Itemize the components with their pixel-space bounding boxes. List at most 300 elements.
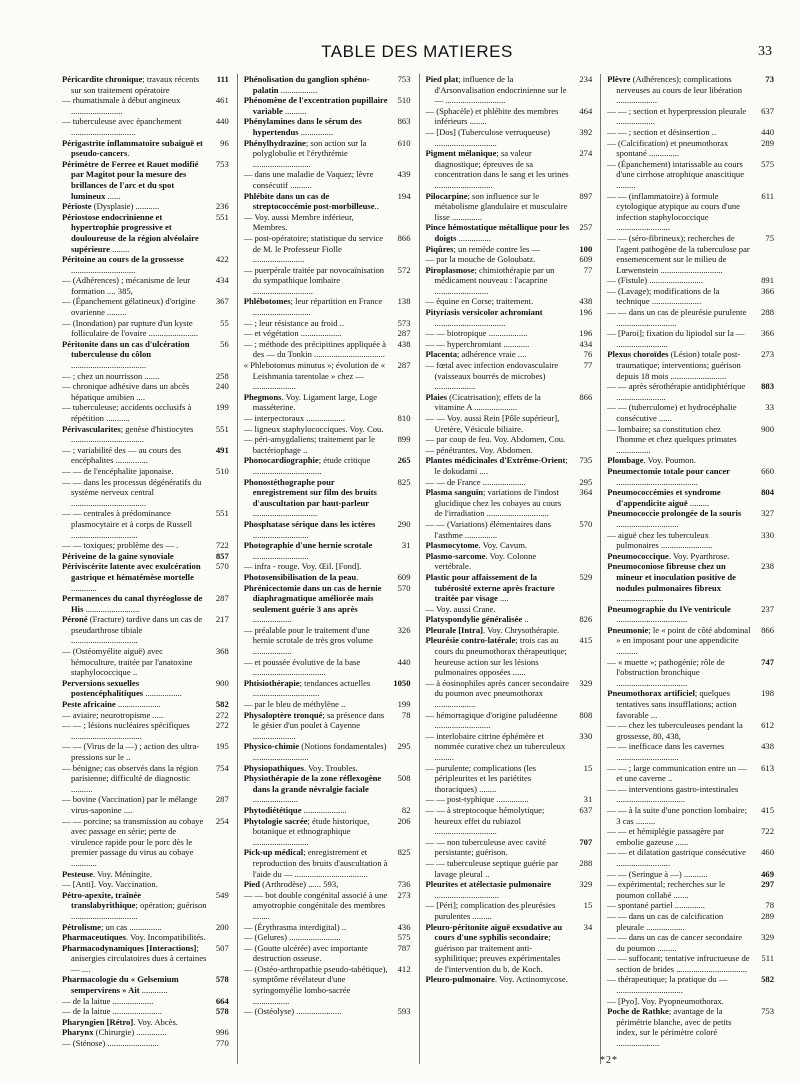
index-entry-page: 582: [761, 974, 774, 985]
index-entry-text: Pied (Arthrodèse) ...... 593,: [243, 879, 339, 890]
index-entry-page: 287: [397, 360, 411, 371]
index-entry-text: — thérapeutique; la pratique du — ...............................: [607, 974, 728, 996]
index-entry-text: Plasmocytome. Voy. Cavum.: [425, 540, 528, 551]
index-entry: [62, 318, 229, 339]
index-entry: [607, 932, 774, 953]
index-entry-text: — de la laitue .......................: [62, 1006, 163, 1017]
index-entry-text: Pilocarpine; son influence sur le métabolisme glandulaire et musculaire lisse ..............: [425, 190, 568, 222]
index-entry-page: 236: [215, 201, 229, 212]
index-entry-page: 422: [215, 254, 229, 265]
index-entry: [426, 794, 593, 805]
index-entry: [607, 974, 774, 995]
index-entry: [426, 477, 593, 488]
index-entry: [244, 964, 411, 1006]
index-entry: [244, 710, 411, 742]
index-entry-page: 825: [397, 476, 411, 487]
index-entry: [244, 678, 411, 699]
index-entry: [607, 455, 774, 466]
index-entry: [62, 402, 229, 423]
index-entry-page: 392: [579, 126, 593, 137]
index-entry: [426, 974, 593, 985]
index-entry: [62, 540, 229, 551]
index-entry-text: « Phlebotomus minutus »; évolution de « Leishmania tarentolae » chez — ....................: [243, 360, 386, 392]
index-entry-text: — [Pyo]. Voy. Pyopneumothorax.: [607, 995, 724, 1006]
index-entry-text: — et poussée évolutive de la base ..................................: [243, 656, 361, 678]
index-entry-page: 787: [397, 942, 411, 953]
index-entry-text: — aviaire; neurotropisme .....: [62, 709, 164, 720]
index-entry-text: — lombaire; sa constitution chez l'homme et chez quelques primates ................: [607, 423, 737, 455]
index-entry-page: 464: [579, 105, 593, 116]
index-entry-text: Phénolisation du ganglion sphéno-palatin .................: [243, 74, 370, 95]
index-entry-text: — (Ostéomyélite aiguë) avec hémoculture, traitée par l'anatoxine staphylococcique ..: [62, 646, 193, 678]
index-entry: [244, 519, 411, 540]
index-entry-page: 368: [215, 646, 229, 657]
index-entry-page: 551: [215, 423, 229, 434]
index-entry: [426, 127, 593, 148]
index-entry: [62, 74, 229, 95]
index-entry-page: 440: [215, 116, 229, 127]
index-entry: [62, 296, 229, 317]
index-entry-page: 195: [215, 741, 229, 752]
index-entry: [62, 466, 229, 477]
index-entry-page: 551: [215, 508, 229, 519]
index-entry-text: — et végétation ...................: [243, 328, 342, 339]
index-entry: [62, 445, 229, 466]
index-entry-page: 194: [397, 190, 411, 201]
index-entry-text: — aiguë chez les tuberculeux pulmonaires ........................: [607, 529, 713, 551]
index-entry: [426, 307, 593, 328]
index-entry-page: 609: [579, 254, 593, 265]
index-entry: [244, 773, 411, 805]
index-entry-text: Pneumonie; le « point de côté abdominal » en imposant pour une appendicite ..........: [607, 624, 751, 657]
index-entry-text: Pick-up médical; enregistrement et reproduction des bruits d'auscultation à l'aide du — ..................................: [243, 847, 388, 879]
index-entry-text: — ; chez un nourrisson .......: [62, 370, 160, 381]
index-entry-text: Plasmo-sarcome. Voy. Colonne vertébrale.: [425, 550, 537, 572]
index-entry: [607, 286, 774, 307]
index-entry: [426, 296, 593, 307]
index-entry: [62, 593, 229, 614]
index-entry-page: 297: [761, 879, 774, 890]
index-entry-page: 290: [397, 518, 411, 529]
index-entry-text: — bovine (Vaccination) par le mélange virus-saponine ....: [62, 794, 198, 815]
index-entry-text: Pharmacodynamiques [Interactions]; anisergies circulatoires dues à certaines — ....: [62, 942, 207, 974]
page-header: [62, 40, 772, 64]
index-entry: [426, 254, 593, 265]
index-entry-text: — spontané partiel ..............: [607, 900, 705, 911]
index-entry-text: — — (Seringue à —) ...........: [607, 868, 708, 879]
index-entry-text: Pied plat; influence de la d'Arsonvalisation endocrinienne sur le — ............................: [425, 74, 567, 106]
index-entry: [607, 191, 774, 233]
index-entry-page: 900: [761, 423, 774, 434]
index-entry-text: — hémorragique d'origine paludéenne ..........................: [425, 709, 558, 731]
index-entry-text: Plexus choroïdes (Lésion) totale post-traumatique; interventions; guérison depuis 18 mois ..........................: [607, 349, 741, 381]
index-entry-page: 329: [579, 879, 593, 890]
index-entry-text: — « muette »; pathogénie; rôle de l'obstruction bronchique .................................: [607, 656, 725, 688]
index-entry-text: — — toxiques; problème des — .: [62, 540, 179, 551]
index-entry: [426, 731, 593, 763]
index-entry-page: 329: [579, 677, 593, 688]
index-entry-text: — — non tuberculeuse avec cavité persistante; guérison.: [425, 836, 547, 858]
index-entry: [244, 169, 411, 190]
index-entry-text: — — dans un cas de pleurésie purulente ............................: [607, 307, 747, 328]
index-entry-text: — (Adhérences) ; mécanisme de leur formation .... 385,: [62, 275, 191, 296]
index-entry-text: — tuberculeuse avec épanchement ..............................: [62, 116, 182, 137]
index-entry-page: 857: [215, 550, 229, 561]
index-entry-text: Pleurites et atélectasie pulmonaire ..............................: [425, 879, 552, 900]
index-entry-page: 753: [761, 1006, 774, 1017]
index-entry-page: 364: [579, 487, 593, 498]
index-entry-text: Pneumococcie prolongée de la souris .............................: [607, 508, 742, 529]
index-entry-text: — — et dilatation gastrique consécutive .........................: [607, 847, 746, 868]
index-entry: [244, 191, 411, 212]
index-entry-page: 507: [215, 942, 229, 953]
index-entry-page: 810: [397, 413, 411, 423]
index-entry-text: Plantes médicinales d'Extrême-Orient; le dokudami ....: [425, 455, 568, 476]
index-entry-text: — pénétrantes. Voy. Abdomen.: [425, 444, 533, 455]
index-entry-text: Placenta; adhérence vraie ....: [425, 349, 527, 360]
index-entry-page: 570: [397, 582, 411, 593]
index-entry-text: Péroné (Fracture) tardive dans un cas de pseudarthrose tibiale ...............................: [62, 614, 203, 646]
index-entry-page: 265: [397, 455, 411, 466]
index-entry-text: Physiothérapie de la zone réflexogène dans la grande névralgie faciale .....................: [243, 773, 382, 805]
index-entry: [62, 996, 229, 1007]
index-entry-text: Pharmaceutiques. Voy. Incompatibilités.: [62, 932, 206, 943]
index-entry-text: Pharyngien [Rétro]. Voy. Abcès.: [62, 1016, 178, 1027]
index-entry-page: 866: [761, 624, 774, 635]
index-entry-text: Phytologie sacrée; étude historique, botanique et ethnographique ..........................: [243, 815, 370, 847]
index-entry-page: 664: [215, 995, 229, 1006]
index-entry-text: Phytodiététique ....................: [243, 804, 347, 815]
index-entry-text: Pigment mélanique; sa valeur diagnostique; épreuves de sa concentration dans le sang et les urines ...........................: [425, 148, 569, 190]
index-entry: [62, 381, 229, 402]
index-entry-page: 434: [215, 275, 229, 286]
index-entry: [426, 222, 593, 243]
index-entry: [62, 922, 229, 933]
index-entry-page: 551: [215, 211, 229, 222]
index-entry: [244, 233, 411, 265]
index-entry-text: Pneumographie du IVe ventricule .................................: [607, 603, 731, 625]
index-entry-text: — (Épanchement) intarissable au cours d'une cirrhose atrophique anascitique .........: [607, 158, 745, 190]
index-entry: [607, 900, 774, 911]
index-entry-text: — — inefficace dans les cavernes .............................: [607, 741, 725, 762]
index-entry: [62, 1038, 229, 1049]
index-entry: [62, 890, 229, 922]
index-entry-page: 510: [397, 95, 411, 106]
index-entry-text: Pleurésie contro-latérale; trois cas au cours du pneumothorax thérapeutique; heureuse action sur les lésions pulmonaires opposées ......: [425, 635, 567, 678]
index-entry: [607, 138, 774, 159]
index-entry-page: 34: [583, 921, 593, 932]
index-entry-page: 412: [397, 963, 411, 974]
index-entry-page: 78: [765, 900, 774, 911]
index-entry: [62, 212, 229, 254]
index-entry-page: 366: [761, 285, 774, 296]
index-entry-text: Pharmacologie du « Gelsemium sempervirens » Ait ............: [62, 974, 179, 996]
index-entry: [62, 201, 229, 212]
index-entry-page: 891: [761, 275, 774, 286]
index-entry: [244, 455, 411, 476]
index-entry-page: 722: [761, 826, 774, 837]
index-entry-text: Périveine de la gaine synoviale: [62, 550, 174, 561]
index-entry: [426, 900, 593, 921]
index-entry-text: — ; leur résistance au froid ..: [243, 317, 344, 328]
index-entry-text: Périvascularites; genèse d'histiocytes ..................................: [62, 423, 194, 445]
index-entry-text: — (Gelures) ........................: [243, 932, 341, 943]
index-entry-text: — — à streptocoque hémolytique; heureux effet du rubiazol .............................: [425, 804, 545, 837]
index-entry-text: — dans une maladie de Vaquez; lèvre consécutif ..........: [243, 169, 374, 190]
index-entry: [607, 551, 774, 562]
index-entry-page: 288: [761, 307, 774, 318]
index-entry-page: 491: [215, 444, 229, 455]
index-entry: [607, 847, 774, 868]
index-entry: [607, 953, 774, 974]
index-entry-text: — — dans les processus dégénératifs du système nerveux central ...................................: [62, 476, 202, 508]
index-entry: [607, 424, 774, 456]
index-entry: [244, 879, 411, 890]
index-entry: [244, 890, 411, 922]
index-entry-page: 866: [579, 391, 593, 402]
index-entry: [62, 1027, 229, 1038]
index-entry-text: Peste africaine ....................: [62, 699, 161, 710]
index-entry-text: — bénigne; cas observés dans la région parisienne; difficulté de diagnostic ..........: [62, 762, 199, 794]
index-entry-page: 593: [397, 1006, 411, 1017]
index-entry-text: — (Fistule) .........................: [607, 275, 703, 286]
index-entry-text: Pétro-apexite, traînée translabyrithique; opération; guérison ...............................: [62, 889, 207, 921]
index-entry: [62, 561, 229, 593]
index-entry: [426, 349, 593, 360]
index-entry-text: Périgastrite inflammatoire subaiguë et pseudo-cancers.: [62, 137, 203, 159]
index-entry-text: — — ; lésions nucléaires spécifiques .................................: [62, 720, 190, 741]
index-entry-text: Pleuro-péritonite aiguë exsudative au cours d'une syphilis secondaire; guérison par traitement anti-syphilitique; preuves expérimentales de l'intervention du b. de Koch.: [425, 921, 563, 974]
index-entry: [244, 741, 411, 762]
index-entry-text: — — bot double congénital associé à une amyotrophie congénitale des membres ........: [243, 889, 388, 921]
index-entry: [244, 572, 411, 583]
index-entry: [607, 328, 774, 349]
page-title: TABLE DES MATIERES: [321, 42, 513, 61]
index-entry: [244, 212, 411, 233]
index-entry-page: 96: [220, 137, 229, 148]
index-entry-page: 612: [761, 720, 774, 731]
index-entry-text: — (Lavage); modifications de la technique .......................: [607, 285, 720, 307]
index-entry-text: — — tuberculeuse septique guérie par lavage pleural ..: [425, 857, 558, 879]
index-entry-page: 707: [579, 836, 593, 847]
index-entry: [426, 625, 593, 636]
index-entry-text: Perversions sexuelles postencéphalitiques .................: [62, 677, 182, 699]
index-entry: [62, 95, 229, 116]
index-entry-text: — interlobaire citrine éphémère et nommée curative chez un tuberculeux .........: [425, 730, 566, 762]
index-entry: [62, 710, 229, 721]
index-entry: [426, 328, 593, 339]
index-entry-text: — par la mouche de Goloubatz.: [425, 254, 536, 265]
index-entry-text: — — dans un cas de cancer secondaire du poumon .........: [607, 932, 743, 953]
index-entry: [62, 339, 229, 371]
index-entry-text: — — de l'encéphalite japonaise.: [62, 465, 174, 476]
index-entry-page: 287: [397, 328, 411, 339]
index-entry: [244, 360, 411, 392]
index-entry-page: 1050: [393, 677, 411, 688]
index-entry-text: Phénylamines dans le sérum des hypertendus ...............: [243, 116, 362, 137]
index-entry-page: 637: [761, 105, 774, 116]
index-entry-text: Pneumothorax artificiel; quelques tentatives sans insufflations; action favorable ...: [607, 688, 737, 720]
index-entry-page: 804: [761, 487, 774, 498]
index-entry: [62, 974, 229, 995]
index-entry: [607, 530, 774, 551]
index-entry-page: 637: [579, 804, 593, 815]
index-entry-text: — fœtal avec infection endovasculaire (vaisseaux bourrés de microbes) ...................: [425, 360, 559, 392]
index-entry-text: Phrénicectomie dans un cas de hernie diaphragmatique améliorée mais seulement guérie 3 ans après ..................: [243, 582, 382, 625]
index-entry-page: 736: [397, 879, 411, 890]
index-entry: [607, 625, 774, 657]
index-entry-text: — interpectoraux ..................: [243, 413, 345, 423]
index-entry-page: 77: [583, 360, 593, 371]
index-entry: [244, 74, 411, 95]
index-entry-page: 273: [761, 349, 774, 360]
index-entry: [426, 922, 593, 975]
index-entry-text: Pleurale [Intra]. Voy. Chrysothérapie.: [425, 624, 560, 635]
index-entry: [62, 720, 229, 741]
index-entry-page: 747: [761, 656, 774, 667]
index-entry: [244, 116, 411, 137]
index-entry-page: 575: [397, 932, 411, 943]
index-entry-text: — par coup de feu. Voy. Abdomen, Cou.: [425, 434, 566, 445]
index-entry-page: 436: [397, 921, 411, 932]
index-entry: [244, 339, 411, 360]
index-entry-text: Permanences du canal thyréoglosse de His .........................: [62, 593, 203, 614]
index-entry-text: — — (inflammatoire) à formule cytologique atypique au cours d'une infection staphylococcique .........................: [607, 190, 740, 233]
index-entry-text: — (Ostéo-arthropathie pseudo-tabétique), symptôme révélateur d'une syringomyélie lombo-sacrée .................: [243, 963, 388, 1006]
index-entry-text: Phosphatase sérique dans les ictères ..........................: [243, 518, 376, 540]
index-entry-page: 77: [583, 264, 593, 275]
index-entry: [426, 678, 593, 710]
index-entry-text: — — biotropique ..................: [425, 328, 528, 339]
index-entry-page: 511: [761, 953, 774, 964]
index-entry: [426, 604, 593, 615]
index-entry-page: 613: [761, 762, 774, 773]
index-entry-page: 272: [215, 720, 229, 731]
index-entry-page: 770: [215, 1038, 229, 1049]
index-entry-text: — — (tuberculome) et hydrocéphalie consécutive ......: [607, 402, 737, 423]
index-entry: [62, 943, 229, 975]
index-entry-page: 434: [579, 338, 593, 349]
index-entry: [244, 943, 411, 964]
index-entry: [607, 233, 774, 275]
index-entry-text: — puerpérale traitée par novocaïnisation du sympathique lombaire ............................: [243, 264, 385, 296]
index-entry-page: 234: [579, 74, 593, 84]
index-entry-page: 549: [215, 889, 229, 900]
index-entry: [244, 95, 411, 116]
index-entry: [62, 879, 229, 890]
index-entry-text: Périostose endocrinienne et hypertrophie progressive et douloureuse de la région alvéolaire supérieure ........: [62, 211, 199, 254]
index-entry: [426, 710, 593, 731]
index-entry-page: 825: [397, 847, 411, 858]
index-entry: [244, 657, 411, 678]
index-entry: [426, 635, 593, 677]
index-entry-text: — [Anti]. Voy. Vaccination.: [62, 879, 158, 890]
index-entry: [426, 106, 593, 127]
index-entry-text: Pince hémostatique métallique pour les doigts ...............: [425, 222, 570, 243]
index-entry-text: — (Sténose) ........................: [62, 1038, 159, 1049]
index-entry-text: Platyspondylie généralisée ..: [425, 614, 529, 625]
index-entry-page: 610: [397, 137, 411, 148]
index-entry: [62, 508, 229, 540]
index-entry: [607, 402, 774, 423]
footer-mark: *2*: [600, 1055, 618, 1066]
index-entry-page: 237: [761, 603, 774, 614]
index-entry-page: 272: [215, 709, 229, 720]
index-entry-page: 440: [397, 656, 411, 667]
index-entry-text: Pityriasis versicolor achromiant .................................: [425, 307, 543, 328]
index-entry-text: Phonocardiographie; étude critique ................................: [243, 455, 371, 476]
index-entry: [244, 561, 411, 572]
index-entry: [607, 869, 774, 880]
index-entry-page: 330: [761, 529, 774, 540]
index-entry-page: 111: [216, 74, 229, 84]
index-entry-text: — purulente; complications (les péripleurites et les pariétites thoraciques) ........: [425, 762, 536, 794]
index-entry-page: 73: [765, 74, 774, 84]
page-number: 33: [758, 44, 772, 59]
index-column-1: [62, 74, 229, 1064]
index-entry-page: 808: [579, 709, 593, 720]
index-entry-page: 826: [579, 614, 593, 625]
index-entry: [244, 434, 411, 455]
index-entry-text: — — (Virus de la —) ; action des ultra-pressions sur le ..: [62, 741, 200, 762]
index-entry: [607, 720, 774, 741]
index-entry-text: — (Goutte ulcérée) avec importante destruction osseuse.: [243, 942, 368, 964]
index-entry-page: 611: [761, 190, 774, 201]
index-entry-text: Poche de Rathke; avantage de la périmétrie blanche, avec de petits index, sur le périmètre coloré ....................: [607, 1006, 732, 1049]
index-entry-page: 55: [220, 317, 229, 328]
index-entry-page: 257: [579, 222, 593, 233]
index-entry: [62, 254, 229, 275]
index-entry-text: — — après sérothérapie antidiphtérique .......................: [607, 381, 746, 402]
index-entry-text: — — post-typhique ...............: [425, 794, 529, 805]
index-entry-page: 578: [215, 974, 229, 985]
index-entry: [62, 763, 229, 795]
index-entry-text: Plasma sanguin; variations de l'indost glucidique chez les cobayes au cours de l'irradiation .............................: [425, 487, 562, 519]
index-entry-page: 56: [220, 338, 229, 349]
index-entry-page: 198: [761, 688, 774, 699]
index-entry-page: 609: [397, 571, 411, 582]
index-entry-text: Péritoine au cours de la grossesse ..............................: [62, 254, 184, 275]
index-entry-text: — — ; section et désinsertion ..: [607, 126, 717, 137]
index-entry-text: — ; variabilité des — au cours des encéphalites ...............: [62, 444, 182, 466]
index-entry: [426, 805, 593, 837]
index-entry-page: 76: [583, 349, 593, 360]
index-entry-page: 75: [765, 232, 774, 243]
index-entry-page: 33: [765, 402, 774, 413]
index-entry: [426, 858, 593, 879]
index-entry: [62, 741, 229, 762]
index-entry-text: — de la laitue ...................: [62, 995, 154, 1006]
index-entry-text: Plaies (Cicatrisation); effets de la vitamine A ....................: [425, 391, 541, 413]
index-columns: [62, 74, 774, 1064]
index-entry-text: — — et hémiplégie passagère par embolie gazeuse ......: [607, 826, 724, 847]
index-entry-page: 15: [583, 762, 593, 773]
index-entry: [426, 540, 593, 551]
index-entry: [426, 74, 593, 106]
index-entry-text: — — de France ....................: [425, 476, 526, 487]
index-entry-text: Périmètre de Ferree et Rauet modifié par Magitot pour la mesure des brillances de l'arc et du spot lumineux ......: [62, 158, 199, 201]
index-entry-page: 460: [761, 847, 774, 858]
index-entry-page: 735: [579, 455, 593, 466]
index-entry-text: — — (Variations) élémentaires dans l'asthme ...............: [425, 518, 552, 540]
index-entry-text: Physico-chimie (Notions fondamentales) ..........................: [243, 741, 387, 762]
index-entry-text: — préalable pour le traitement d'une hernie scrotale de très gros volume ..................: [243, 624, 373, 657]
index-entry: [426, 445, 593, 456]
index-entry-page: 31: [401, 540, 411, 551]
index-entry: [607, 159, 774, 191]
index-entry: [244, 922, 411, 933]
index-entry-page: 289: [761, 910, 774, 921]
